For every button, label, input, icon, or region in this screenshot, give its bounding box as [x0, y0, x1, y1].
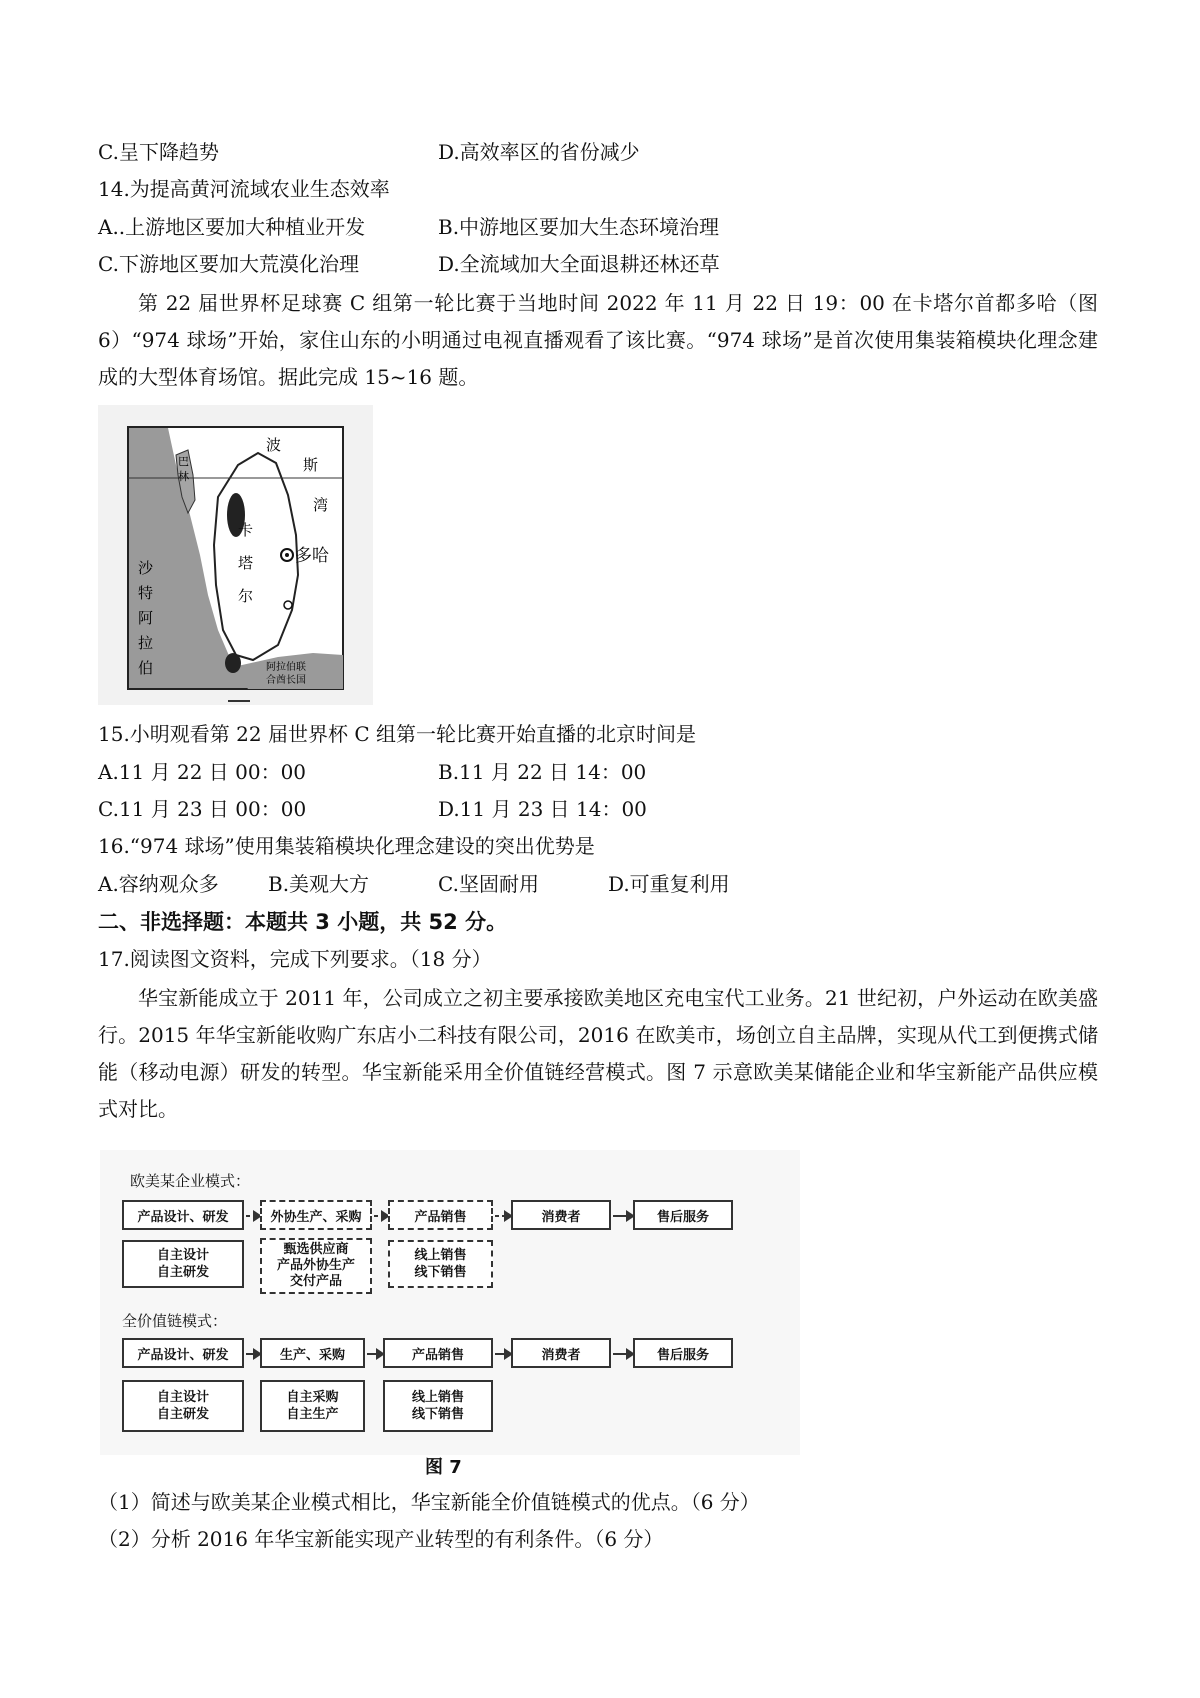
qatar-map — [98, 405, 373, 705]
model1-step-consumer: 消费者 — [511, 1200, 611, 1230]
model2-detail-design-2: 自主研发 — [156, 1407, 209, 1422]
doha-label: 多哈 — [295, 546, 329, 566]
model2-detail-sales — [383, 1380, 493, 1432]
saudi-label-3: 阿 — [138, 609, 154, 627]
model1-step-aftersales: 售后服务 — [633, 1200, 733, 1230]
model2-title: 全价值链模式： — [122, 1312, 228, 1330]
q16-option-a: A.容纳观众多 — [98, 872, 219, 896]
q17-stem: 17.阅读图文资料，完成下列要求。（18 分） — [98, 947, 492, 971]
model2-step-consumer: 消费者 — [511, 1338, 611, 1368]
model2-arrow-1 — [246, 1353, 260, 1355]
q16-option-c: C.坚固耐用 — [438, 872, 539, 896]
qatar-label-2: 塔 — [238, 554, 254, 572]
qatar-map-svg — [98, 405, 373, 705]
model2-step-production: 生产、采购 — [260, 1338, 365, 1368]
intro-15-16: 第 22 届世界杯足球赛 C 组第一轮比赛于当地时间 2022 年 11 月 22 日 19：00 在卡塔尔首都多哈（图 6）“974 球场”开始，家住山东的小明通过电视直播观看了该比赛。“974 球场”是首次使用集装箱模块化理念建成的大型体育场馆。据此完成 15~16 题。 — [98, 291, 1098, 389]
model1-title: 欧美某企业模式： — [130, 1172, 251, 1190]
uae-label-1: 阿拉伯联 — [266, 662, 306, 673]
saudi-label-5: 伯 — [138, 659, 154, 677]
model2-detail-design — [122, 1380, 244, 1432]
figure7-label: 图 7 — [425, 1457, 462, 1478]
q17-sub2: （2）分析 2016 年华宝新能实现产业转型的有利条件。（6 分） — [98, 1527, 664, 1551]
model1-arrow-3 — [495, 1215, 511, 1217]
model1-step-outsource: 外协生产、采购 — [260, 1200, 372, 1230]
map-dark-mark-south — [225, 653, 241, 673]
qatar-label-1: 卡 — [238, 521, 254, 539]
model2-detail-sales-1: 线上销售 — [411, 1390, 464, 1405]
model1-detail-design-1: 自主设计 — [156, 1248, 209, 1263]
model1-arrow-4 — [613, 1215, 633, 1217]
bahrain-label-2: 林 — [178, 470, 189, 483]
qatar-label-3: 尔 — [238, 587, 254, 605]
q14-option-b: B.中游地区要加大生态环境治理 — [438, 215, 720, 239]
q17-passage: 华宝新能成立于 2011 年，公司成立之初主要承接欧美地区充电宝代工业务。21 世纪初，户外运动在欧美盛行。2015 年华宝新能收购广东店小二科技有限公司，2016 在欧美市，场创立自主品牌，实现从代工到便携式储能（移动电源）研发的转型。华宝新能采用全价值链经营模式。图 7 示意欧美某储能企业和华宝新能产品供应模式对比。 — [98, 986, 1098, 1121]
model1-detail-sales — [388, 1240, 493, 1288]
q15-option-b: B.11 月 22 日 14：00 — [438, 760, 647, 784]
model1-detail-design-2: 自主研发 — [156, 1265, 209, 1280]
q13-option-c: C.呈下降趋势 — [98, 140, 219, 164]
saudi-label-4: 拉 — [138, 634, 154, 652]
model2-step-design: 产品设计、研发 — [122, 1338, 244, 1368]
model2-detail-production-1: 自主采购 — [286, 1390, 339, 1405]
model1-step-sales: 产品销售 — [388, 1200, 493, 1230]
q16-option-d: D.可重复利用 — [608, 872, 730, 896]
model2-detail-production-2: 自主生产 — [286, 1407, 339, 1422]
model2-arrow-2 — [367, 1353, 383, 1355]
q16-option-b: B.美观大方 — [268, 872, 370, 896]
model1-detail-outsource-1: 甄选供应商 — [283, 1242, 349, 1257]
q16-stem: 16.“974 球场”使用集装箱模块化理念建设的突出优势是 — [98, 834, 595, 858]
model1-detail-outsource-2: 产品外协生产 — [276, 1258, 355, 1273]
q15-option-c: C.11 月 23 日 00：00 — [98, 797, 307, 821]
model1-arrow-1 — [246, 1215, 260, 1217]
model2-arrow-4 — [613, 1353, 633, 1355]
model2-step-aftersales: 售后服务 — [633, 1338, 733, 1368]
model2-arrow-3 — [495, 1353, 511, 1355]
gulf-label-2: 斯 — [303, 456, 319, 474]
model1-step-design: 产品设计、研发 — [122, 1200, 244, 1230]
q17-sub1: （1）简述与欧美某企业模式相比，华宝新能全价值链模式的优点。（6 分） — [98, 1490, 760, 1514]
model2-detail-sales-2: 线下销售 — [411, 1407, 464, 1422]
map-caption-mark — [228, 700, 250, 702]
model2-detail-design-1: 自主设计 — [156, 1390, 209, 1405]
q15-stem: 15.小明观看第 22 届世界杯 C 组第一轮比赛开始直播的北京时间是 — [98, 722, 696, 746]
figure7-diagram — [100, 1150, 800, 1455]
model1-detail-outsource — [260, 1238, 372, 1294]
saudi-label-2: 特 — [138, 584, 154, 602]
bahrain-label-1: 巴 — [178, 455, 189, 468]
model1-detail-sales-1: 线上销售 — [414, 1248, 467, 1263]
q15-option-d: D.11 月 23 日 14：00 — [438, 797, 647, 821]
gulf-label-1: 波 — [266, 436, 282, 454]
model1-detail-design — [122, 1240, 244, 1288]
model1-arrow-2 — [374, 1215, 388, 1217]
section2-title: 二、非选择题：本题共 3 小题，共 52 分。 — [98, 910, 508, 934]
q13-option-d: D.高效率区的省份减少 — [438, 140, 640, 164]
model2-step-sales: 产品销售 — [383, 1338, 493, 1368]
uae-label-2: 合酋长国 — [266, 675, 306, 686]
gulf-label-3: 湾 — [313, 496, 329, 514]
saudi-label-1: 沙 — [138, 559, 154, 577]
q14-option-a: A..上游地区要加大种植业开发 — [98, 215, 366, 239]
model2-detail-production — [260, 1380, 365, 1432]
q14-option-c: C.下游地区要加大荒漠化治理 — [98, 252, 359, 276]
model1-detail-sales-2: 线下销售 — [414, 1265, 467, 1280]
q14-option-d: D.全流域加大全面退耕还林还草 — [438, 252, 720, 276]
model1-detail-outsource-3: 交付产品 — [289, 1274, 342, 1289]
q15-option-a: A.11 月 22 日 00：00 — [98, 760, 307, 784]
q14-stem: 14.为提高黄河流域农业生态效率 — [98, 177, 390, 201]
